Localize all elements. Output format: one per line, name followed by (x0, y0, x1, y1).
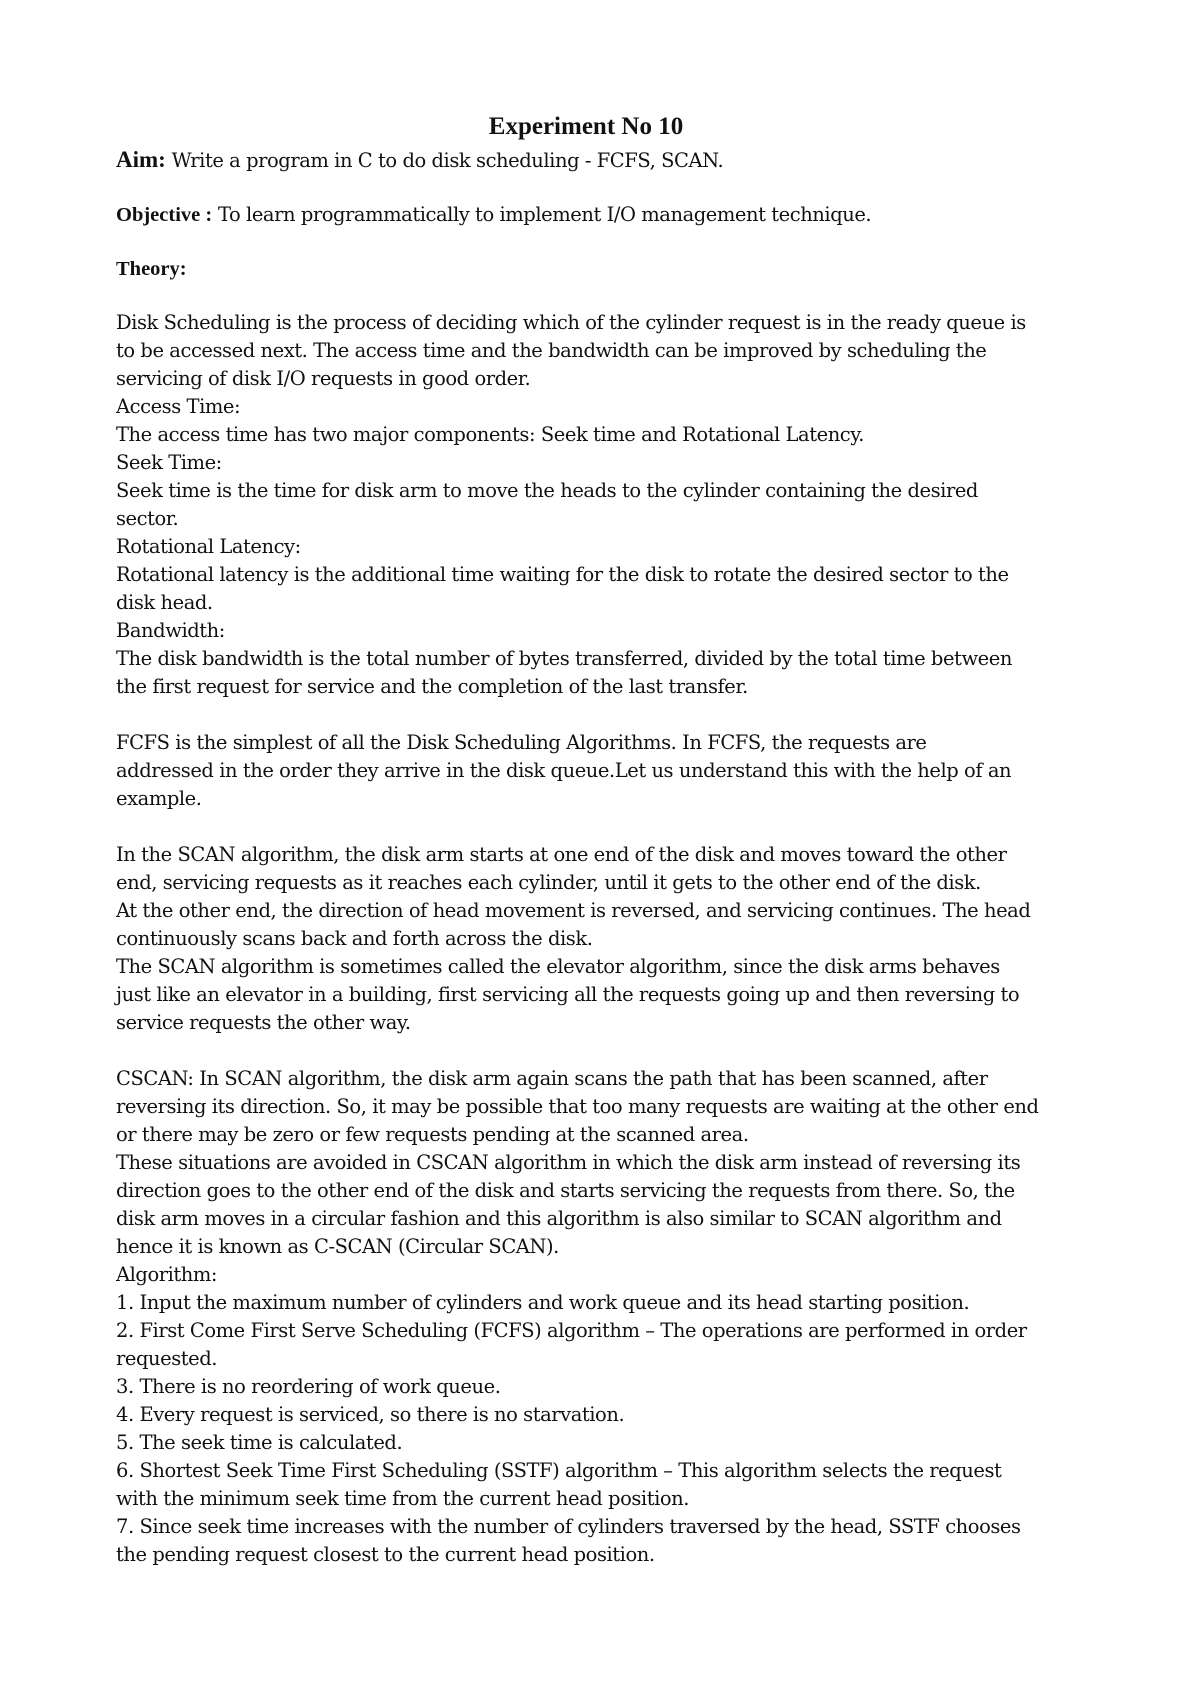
text-line: The disk bandwidth is the total number of bytes transferred, divided by the total time between (116, 647, 1012, 670)
theory-heading-line (116, 255, 1056, 283)
text-line: example. (116, 787, 202, 810)
text-line: The SCAN algorithm is sometimes called the elevator algorithm, since the disk arms behaves (116, 955, 1000, 978)
text-line: servicing of disk I/O requests in good order. (116, 367, 531, 390)
text-line: end, servicing requests as it reaches each cylinder, until it gets to the other end of the disk. (116, 871, 981, 894)
objective-line (116, 201, 1056, 229)
aim-text: Write a program in C to do disk scheduling - FCFS, SCAN. (165, 149, 724, 172)
text-line: Seek Time: (116, 451, 222, 474)
text-line: or there may be zero or few requests pending at the scanned area. (116, 1123, 749, 1146)
text-line: reversing its direction. So, it may be possible that too many requests are waiting at the other end (116, 1095, 1039, 1118)
text-line: disk head. (116, 591, 213, 614)
fcfs-paragraph (116, 729, 1056, 813)
text-line: In the SCAN algorithm, the disk arm starts at one end of the disk and moves toward the other (116, 843, 1007, 866)
text-line: direction goes to the other end of the disk and starts servicing the requests from there. So, the (116, 1179, 1015, 1202)
document-page (116, 112, 1056, 1569)
list-item: the pending request closest to the current head position. (116, 1543, 655, 1566)
text-line: just like an elevator in a building, first servicing all the requests going up and then reversing to (116, 983, 1020, 1006)
text-line: Disk Scheduling is the process of deciding which of the cylinder request is in the ready queue is (116, 311, 1026, 334)
cscan-paragraph (116, 1065, 1056, 1569)
text-line: FCFS is the simplest of all the Disk Scheduling Algorithms. In FCFS, the requests are (116, 731, 927, 754)
objective-label: Objective : (116, 204, 213, 226)
list-item: 2. First Come First Serve Scheduling (FCFS) algorithm – The operations are performed in order (116, 1319, 1027, 1342)
text-line: These situations are avoided in CSCAN algorithm in which the disk arm instead of reversing its (116, 1151, 1021, 1174)
spacer (116, 701, 1056, 729)
text-line: hence it is known as C-SCAN (Circular SCAN). (116, 1235, 559, 1258)
text-line: CSCAN: In SCAN algorithm, the disk arm again scans the path that has been scanned, after (116, 1067, 988, 1090)
text-line: service requests the other way. (116, 1011, 411, 1034)
scan-paragraph (116, 841, 1056, 1037)
text-line: sector. (116, 507, 179, 530)
theory-label: Theory: (116, 258, 187, 280)
theory-paragraph (116, 309, 1056, 701)
text-line: Seek time is the time for disk arm to move the heads to the cylinder containing the desired (116, 479, 978, 502)
list-item: 4. Every request is serviced, so there is no starvation. (116, 1403, 625, 1426)
text-line: addressed in the order they arrive in the disk queue.Let us understand this with the help of an (116, 759, 1012, 782)
spacer (116, 1037, 1056, 1065)
list-item: 1. Input the maximum number of cylinders and work queue and its head starting position. (116, 1291, 970, 1314)
spacer (116, 175, 1056, 201)
page-title: Experiment No 10 (488, 113, 684, 140)
list-item: 6. Shortest Seek Time First Scheduling (SSTF) algorithm – This algorithm selects the request (116, 1459, 1002, 1482)
text-line: the first request for service and the completion of the last transfer. (116, 675, 748, 698)
text-line: Bandwidth: (116, 619, 225, 642)
text-line: The access time has two major components: Seek time and Rotational Latency. (116, 423, 864, 446)
list-item: with the minimum seek time from the current head position. (116, 1487, 690, 1510)
text-line: Algorithm: (116, 1263, 218, 1286)
text-line: Access Time: (116, 395, 241, 418)
list-item: 5. The seek time is calculated. (116, 1431, 403, 1454)
list-item: 7. Since seek time increases with the number of cylinders traversed by the head, SSTF chooses (116, 1515, 1021, 1538)
text-line: Rotational latency is the additional time waiting for the disk to rotate the desired sector to the (116, 563, 1009, 586)
spacer (116, 283, 1056, 309)
list-item: requested. (116, 1347, 218, 1370)
aim-label: Aim: (116, 147, 166, 172)
list-item: 3. There is no reordering of work queue. (116, 1375, 501, 1398)
text-line: to be accessed next. The access time and the bandwidth can be improved by scheduling the (116, 339, 987, 362)
spacer (116, 229, 1056, 255)
spacer (116, 813, 1056, 841)
text-line: At the other end, the direction of head movement is reversed, and servicing continues. The head (116, 899, 1031, 922)
text-line: disk arm moves in a circular fashion and this algorithm is also similar to SCAN algorithm and (116, 1207, 1002, 1230)
objective-text: To learn programmatically to implement I/O management technique. (212, 203, 872, 226)
text-line: continuously scans back and forth across the disk. (116, 927, 593, 950)
aim-line (116, 146, 1056, 175)
text-line: Rotational Latency: (116, 535, 301, 558)
